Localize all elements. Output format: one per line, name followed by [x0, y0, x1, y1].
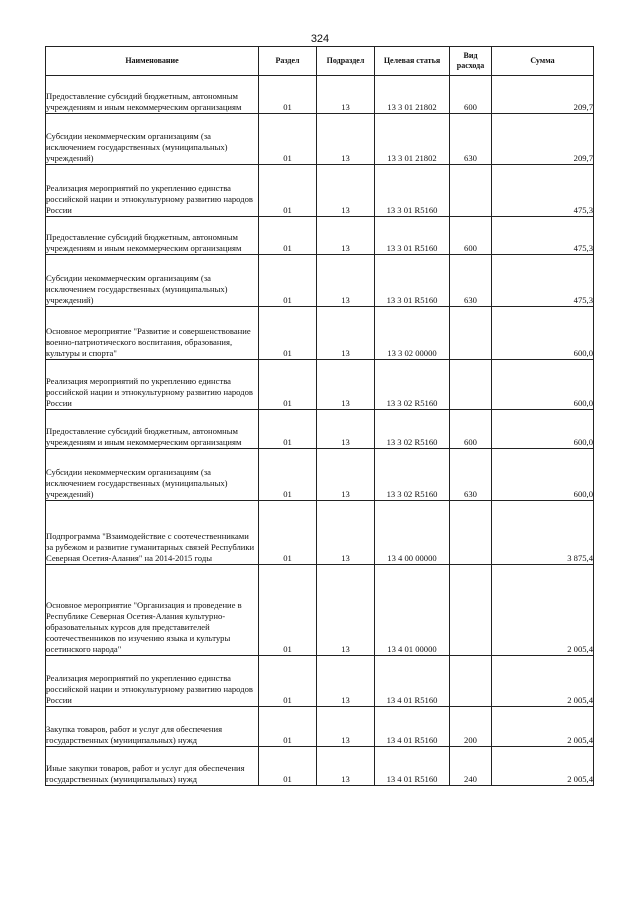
cell-subsection: 13 [317, 656, 375, 707]
cell-expense-type: 630 [450, 255, 492, 307]
header-name: Наименование [46, 47, 259, 76]
cell-target: 13 3 02 00000 [375, 307, 450, 360]
table-header-row [46, 47, 594, 76]
cell-name: Основное мероприятие "Организация и проведение в Республике Северная Осетия-Алания культурно-образовательных курсов для представителей соотечественников по изучению языка и культуры осетинского народа" [46, 565, 259, 656]
cell-target: 13 4 01 R5160 [375, 656, 450, 707]
cell-name: Предоставление субсидий бюджетным, автономным учреждениям и иным некоммерческим организациям [46, 76, 259, 114]
cell-section: 01 [259, 449, 317, 501]
cell-name: Субсидии некоммерческим организациям (за исключением государственных (муниципальных) учреждений) [46, 255, 259, 307]
page-number: 324 [310, 33, 330, 45]
cell-expense-type: 600 [450, 76, 492, 114]
table-row [46, 501, 594, 565]
cell-section: 01 [259, 410, 317, 449]
table-row [46, 255, 594, 307]
cell-expense-type [450, 165, 492, 217]
cell-expense-type [450, 565, 492, 656]
cell-name: Иные закупки товаров, работ и услуг для обеспечения государственных (муниципальных) нужд [46, 747, 259, 786]
cell-amount: 2 005,4 [492, 565, 594, 656]
cell-subsection: 13 [317, 565, 375, 656]
cell-expense-type: 630 [450, 114, 492, 165]
cell-name: Предоставление субсидий бюджетным, автономным учреждениям и иным некоммерческим организациям [46, 217, 259, 255]
cell-amount: 600,0 [492, 410, 594, 449]
cell-subsection: 13 [317, 76, 375, 114]
cell-expense-type [450, 501, 492, 565]
cell-expense-type: 200 [450, 707, 492, 747]
cell-amount: 209,7 [492, 114, 594, 165]
cell-name: Реализация мероприятий по укреплению единства российской нации и этнокультурному развитию народов России [46, 165, 259, 217]
cell-section: 01 [259, 307, 317, 360]
cell-amount: 475,3 [492, 255, 594, 307]
cell-amount: 209,7 [492, 76, 594, 114]
table-row [46, 307, 594, 360]
cell-expense-type [450, 360, 492, 410]
cell-amount: 2 005,4 [492, 707, 594, 747]
cell-target: 13 3 01 R5160 [375, 165, 450, 217]
cell-target: 13 3 01 21802 [375, 76, 450, 114]
cell-section: 01 [259, 707, 317, 747]
cell-target: 13 3 01 R5160 [375, 255, 450, 307]
cell-name: Субсидии некоммерческим организациям (за исключением государственных (муниципальных) учреждений) [46, 449, 259, 501]
table-row [46, 76, 594, 114]
table-row [46, 114, 594, 165]
cell-amount: 2 005,4 [492, 747, 594, 786]
header-amount: Сумма [492, 47, 594, 76]
table-row [46, 410, 594, 449]
cell-subsection: 13 [317, 449, 375, 501]
cell-expense-type [450, 307, 492, 360]
cell-amount: 600,0 [492, 307, 594, 360]
cell-expense-type: 600 [450, 410, 492, 449]
cell-section: 01 [259, 217, 317, 255]
cell-expense-type: 630 [450, 449, 492, 501]
cell-name: Реализация мероприятий по укреплению единства российской нации и этнокультурному развитию народов России [46, 656, 259, 707]
table-row [46, 707, 594, 747]
header-target-article: Целевая статья [375, 47, 450, 76]
cell-amount: 600,0 [492, 360, 594, 410]
cell-section: 01 [259, 255, 317, 307]
cell-section: 01 [259, 656, 317, 707]
table-row [46, 747, 594, 786]
cell-amount: 600,0 [492, 449, 594, 501]
cell-expense-type [450, 656, 492, 707]
cell-subsection: 13 [317, 114, 375, 165]
cell-subsection: 13 [317, 165, 375, 217]
budget-table [45, 46, 594, 786]
table-row [46, 360, 594, 410]
cell-subsection: 13 [317, 217, 375, 255]
cell-target: 13 3 02 R5160 [375, 360, 450, 410]
cell-section: 01 [259, 360, 317, 410]
cell-subsection: 13 [317, 410, 375, 449]
cell-target: 13 3 02 R5160 [375, 449, 450, 501]
header-subsection: Подраздел [317, 47, 375, 76]
cell-expense-type: 240 [450, 747, 492, 786]
cell-target: 13 4 01 R5160 [375, 747, 450, 786]
cell-subsection: 13 [317, 360, 375, 410]
cell-target: 13 4 01 00000 [375, 565, 450, 656]
table-row [46, 565, 594, 656]
cell-section: 01 [259, 114, 317, 165]
cell-target: 13 3 01 21802 [375, 114, 450, 165]
table-row [46, 165, 594, 217]
cell-subsection: 13 [317, 501, 375, 565]
cell-name: Подпрограмма "Взаимодействие с соотечественниками за рубежом и развитие гуманитарных связей Республики Северная Осетия-Алания" на 2014-2015 годы [46, 501, 259, 565]
cell-amount: 475,3 [492, 165, 594, 217]
cell-expense-type: 600 [450, 217, 492, 255]
table-row [46, 217, 594, 255]
cell-section: 01 [259, 747, 317, 786]
cell-name: Предоставление субсидий бюджетным, автономным учреждениям и иным некоммерческим организациям [46, 410, 259, 449]
header-expense-type: Вид расхода [450, 47, 492, 76]
cell-subsection: 13 [317, 707, 375, 747]
header-section: Раздел [259, 47, 317, 76]
cell-amount: 2 005,4 [492, 656, 594, 707]
table-row [46, 449, 594, 501]
cell-section: 01 [259, 76, 317, 114]
cell-name: Реализация мероприятий по укреплению единства российской нации и этнокультурному развитию народов России [46, 360, 259, 410]
cell-subsection: 13 [317, 307, 375, 360]
cell-amount: 475,3 [492, 217, 594, 255]
cell-section: 01 [259, 165, 317, 217]
cell-amount: 3 875,4 [492, 501, 594, 565]
cell-name: Основное мероприятие "Развитие и совершенствование военно-патриотического воспитания, образования, культуры и спорта" [46, 307, 259, 360]
cell-target: 13 3 01 R5160 [375, 217, 450, 255]
cell-target: 13 4 00 00000 [375, 501, 450, 565]
cell-name: Закупка товаров, работ и услуг для обеспечения государственных (муниципальных) нужд [46, 707, 259, 747]
cell-section: 01 [259, 565, 317, 656]
table-row [46, 656, 594, 707]
cell-target: 13 4 01 R5160 [375, 707, 450, 747]
cell-section: 01 [259, 501, 317, 565]
cell-target: 13 3 02 R5160 [375, 410, 450, 449]
cell-name: Субсидии некоммерческим организациям (за исключением государственных (муниципальных) учреждений) [46, 114, 259, 165]
cell-subsection: 13 [317, 747, 375, 786]
cell-subsection: 13 [317, 255, 375, 307]
